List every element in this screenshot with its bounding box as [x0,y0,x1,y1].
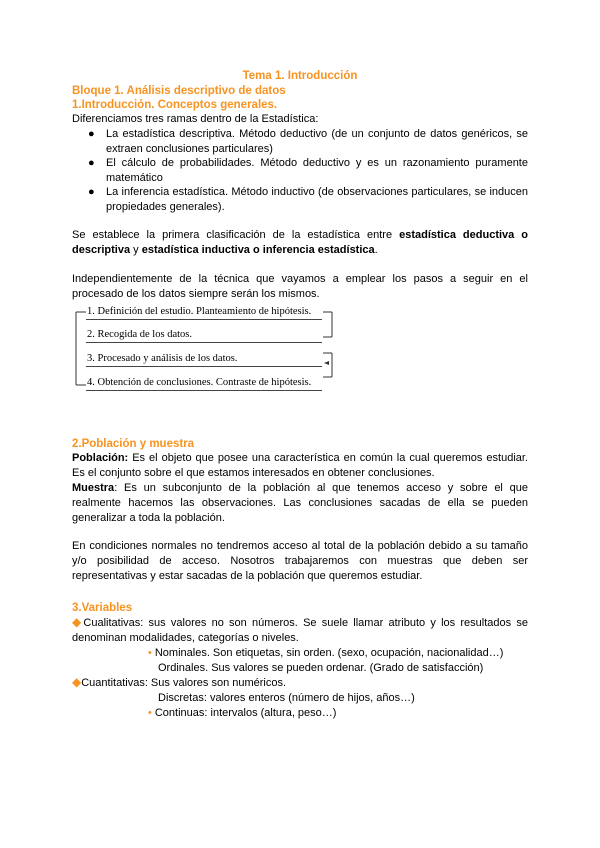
ordinales-item: Ordinales. Sus valores se pueden ordenar. (Grado de satisfacción) [158,661,484,674]
discretas-item: Discretas: valores enteros (número de hijos, años…) [158,692,415,704]
bullet-icon: • [148,647,152,659]
bullet-icon: ● [88,186,95,198]
list-item: ● La inferencia estadística. Método inductivo (de observaciones particulares, se inducen propiedades generales). [88,186,528,213]
section2-paragraph: En condiciones normales no tendremos acceso al total de la población debido a su tamaño y/o posibilidad de acceso. Nosotros trabajaremos con muestras que deben ser representativas y estar sacadas de la población que queremos estudiar. [72,540,528,582]
step-4: 4. Obtención de conclusiones. Contraste de hipótesis. [86,376,322,391]
muestra-definition: Muestra: Es un subconjunto de la población al que tenemos acceso y sobre el que realmente hacemos las observaciones. Las conclusiones sacadas de ella se pueden generalizar a toda la población. [72,482,528,524]
list-item: ● El cálculo de probabilidades. Método deductivo y es un razonamiento puramente matemático [88,157,528,184]
poblacion-definition: Población: Es el objeto que posee una característica en común la cual queremos estudiar. Es el conjunto sobre el que estamos interesados en obtener conclusiones. [72,452,528,479]
cuantitativas-item: ◆Cuantitativas: Sus valores son numéricos. [72,675,287,689]
diamond-bullet-icon: ◆ [72,675,82,689]
document-page [72,70,528,720]
section1-intro: Diferenciamos tres ramas dentro de la Estadística: [72,113,319,125]
continuas-item: • Continuas: intervalos (altura, peso…) [148,706,337,719]
list-item: ● La estadística descriptiva. Método deductivo (de un conjunto de datos genéricos, se extraen conclusiones particulares) [88,128,528,155]
bullet-icon: ● [88,157,95,169]
section3-heading: 3.Variables [72,602,133,614]
process-paragraph: Independientemente de la técnica que vayamos a emplear los pasos a seguir en el procesado de los datos siempre serán los mismos. [72,273,528,300]
bullet-icon: • [148,706,152,719]
classification-paragraph: Se establece la primera clasificación de la estadística entre estadística deductiva o descriptiva y estadística inductiva o inferencia estadística. [72,229,528,256]
bullet-icon: ● [88,128,95,140]
branches-list [72,127,528,214]
diamond-bullet-icon: ◆ [72,615,84,629]
page-title: Tema 1. Introducción [242,70,358,82]
process-steps-diagram [72,305,528,399]
section1-heading: 1.Introducción. Conceptos generales. [72,99,278,111]
cualitativas-item: ◆Cualitativas: sus valores no son números. Se suele llamar atributo y los resultados se denominan modalidades, categorías o niveles. [72,615,528,644]
section2-heading: 2.Población y muestra [72,438,195,450]
step-1: 1. Definición del estudio. Planteamiento de hipótesis. [86,305,322,320]
step-3: 3. Procesado y análisis de los datos. [86,352,322,367]
nominales-item: • Nominales. Son etiquetas, sin orden. (sexo, ocupación, nacionalidad…) [148,647,504,659]
step-2: 2. Recogida de los datos. [86,328,322,343]
block-title: Bloque 1. Análisis descriptivo de datos [72,85,286,97]
